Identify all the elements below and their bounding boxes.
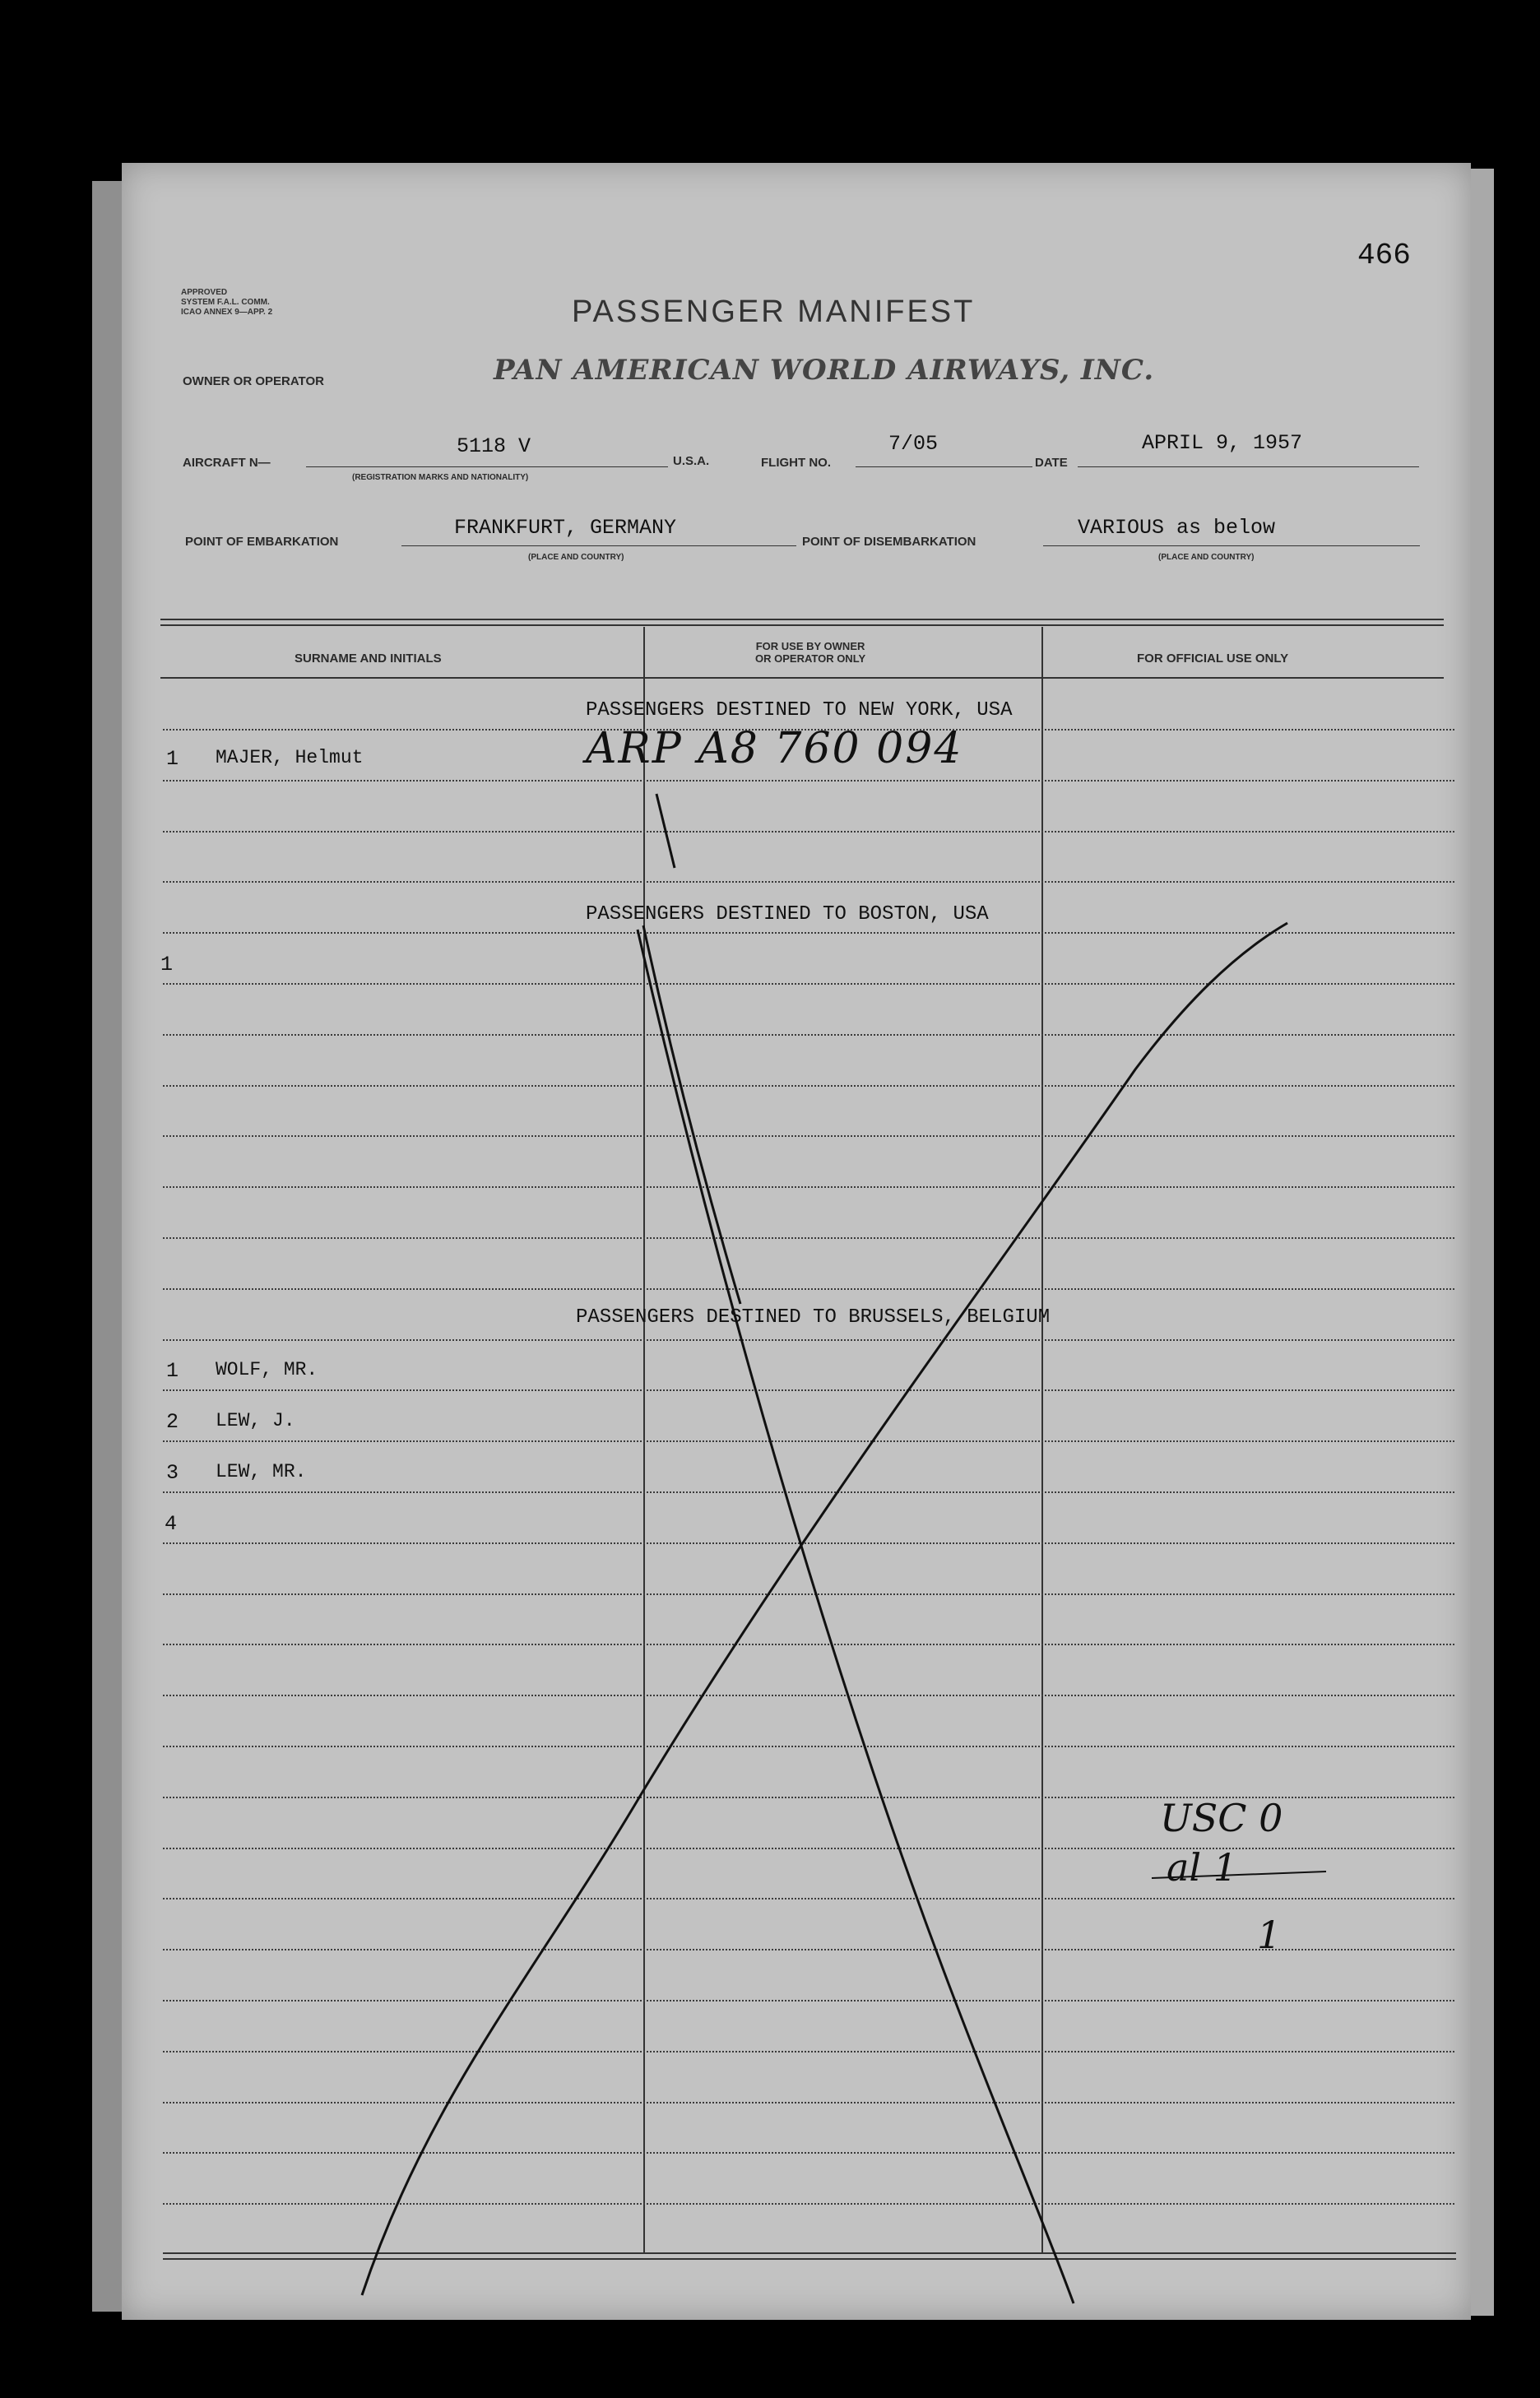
row-number: 1 [160,953,174,976]
row-number: 2 [166,1410,179,1434]
owner-header-line-1: FOR USE BY OWNER [755,640,865,652]
date-value: APRIL 9, 1957 [1142,431,1303,455]
passenger-name: WOLF, MR. [216,1359,318,1380]
page-number: 466 [1357,239,1411,272]
section-boston: PASSENGERS DESTINED TO BOSTON, USA [586,903,989,925]
disembarkation-label: POINT OF DISEMBARKATION [802,535,976,549]
column-official-header: FOR OFFICIAL USE ONLY [1137,652,1289,666]
flight-label: FLIGHT NO. [761,456,831,470]
date-label: DATE [1035,456,1068,470]
owner-label: OWNER OR OPERATOR [183,374,324,388]
approval-line-2: SYSTEM F.A.L. COMM. [181,298,270,307]
handwritten-note: ARP A8 760 094 [586,724,963,773]
aircraft-sub: (REGISTRATION MARKS AND NATIONALITY) [352,473,529,482]
passenger-name: MAJER, Helmut [216,747,364,768]
embarkation-sub: (PLACE AND COUNTRY) [528,553,624,562]
section-brussels: PASSENGERS DESTINED TO BRUSSELS, BELGIUM [576,1306,1051,1329]
row-number: 1 [166,747,179,771]
aircraft-label: AIRCRAFT N— [183,456,271,470]
usa-label: U.S.A. [673,454,710,468]
note-stroke [656,794,675,868]
row-number: 4 [165,1512,178,1536]
flight-value: 7/05 [888,432,939,456]
embarkation-value: FRANKFURT, GERMANY [454,516,677,540]
owner-value: PAN AMERICAN WORLD AIRWAYS, INC. [494,354,1155,387]
approval-line-3: ICAO ANNEX 9—APP. 2 [181,308,273,317]
tally-underline [1152,1872,1326,1878]
section-new-york: PASSENGERS DESTINED TO NEW YORK, USA [586,699,1013,721]
page-title: PASSENGER MANIFEST [572,295,976,329]
owner-header-line-2: OR OPERATOR ONLY [755,652,866,665]
tally-line-1: USC 0 [1160,1796,1283,1840]
approval-line-1: APPROVED [181,288,228,297]
cancel-stroke-2 [362,923,1287,2295]
aircraft-value: 5118 V [457,434,531,458]
row-number: 1 [166,1359,179,1383]
disembarkation-value: VARIOUS as below [1078,516,1276,540]
cancel-stroke-1 [638,930,1074,2303]
passenger-name: LEW, MR. [216,1461,307,1482]
disembarkation-sub: (PLACE AND COUNTRY) [1158,553,1255,562]
tally-line-3: 1 [1257,1913,1282,1957]
cancel-stroke-3 [643,925,740,1304]
tally-line-2: al 1 [1167,1845,1238,1890]
passenger-name: LEW, J. [216,1410,295,1431]
row-number: 3 [166,1461,179,1485]
embarkation-label: POINT OF EMBARKATION [185,535,339,549]
column-surname-header: SURNAME AND INITIALS [295,652,442,666]
